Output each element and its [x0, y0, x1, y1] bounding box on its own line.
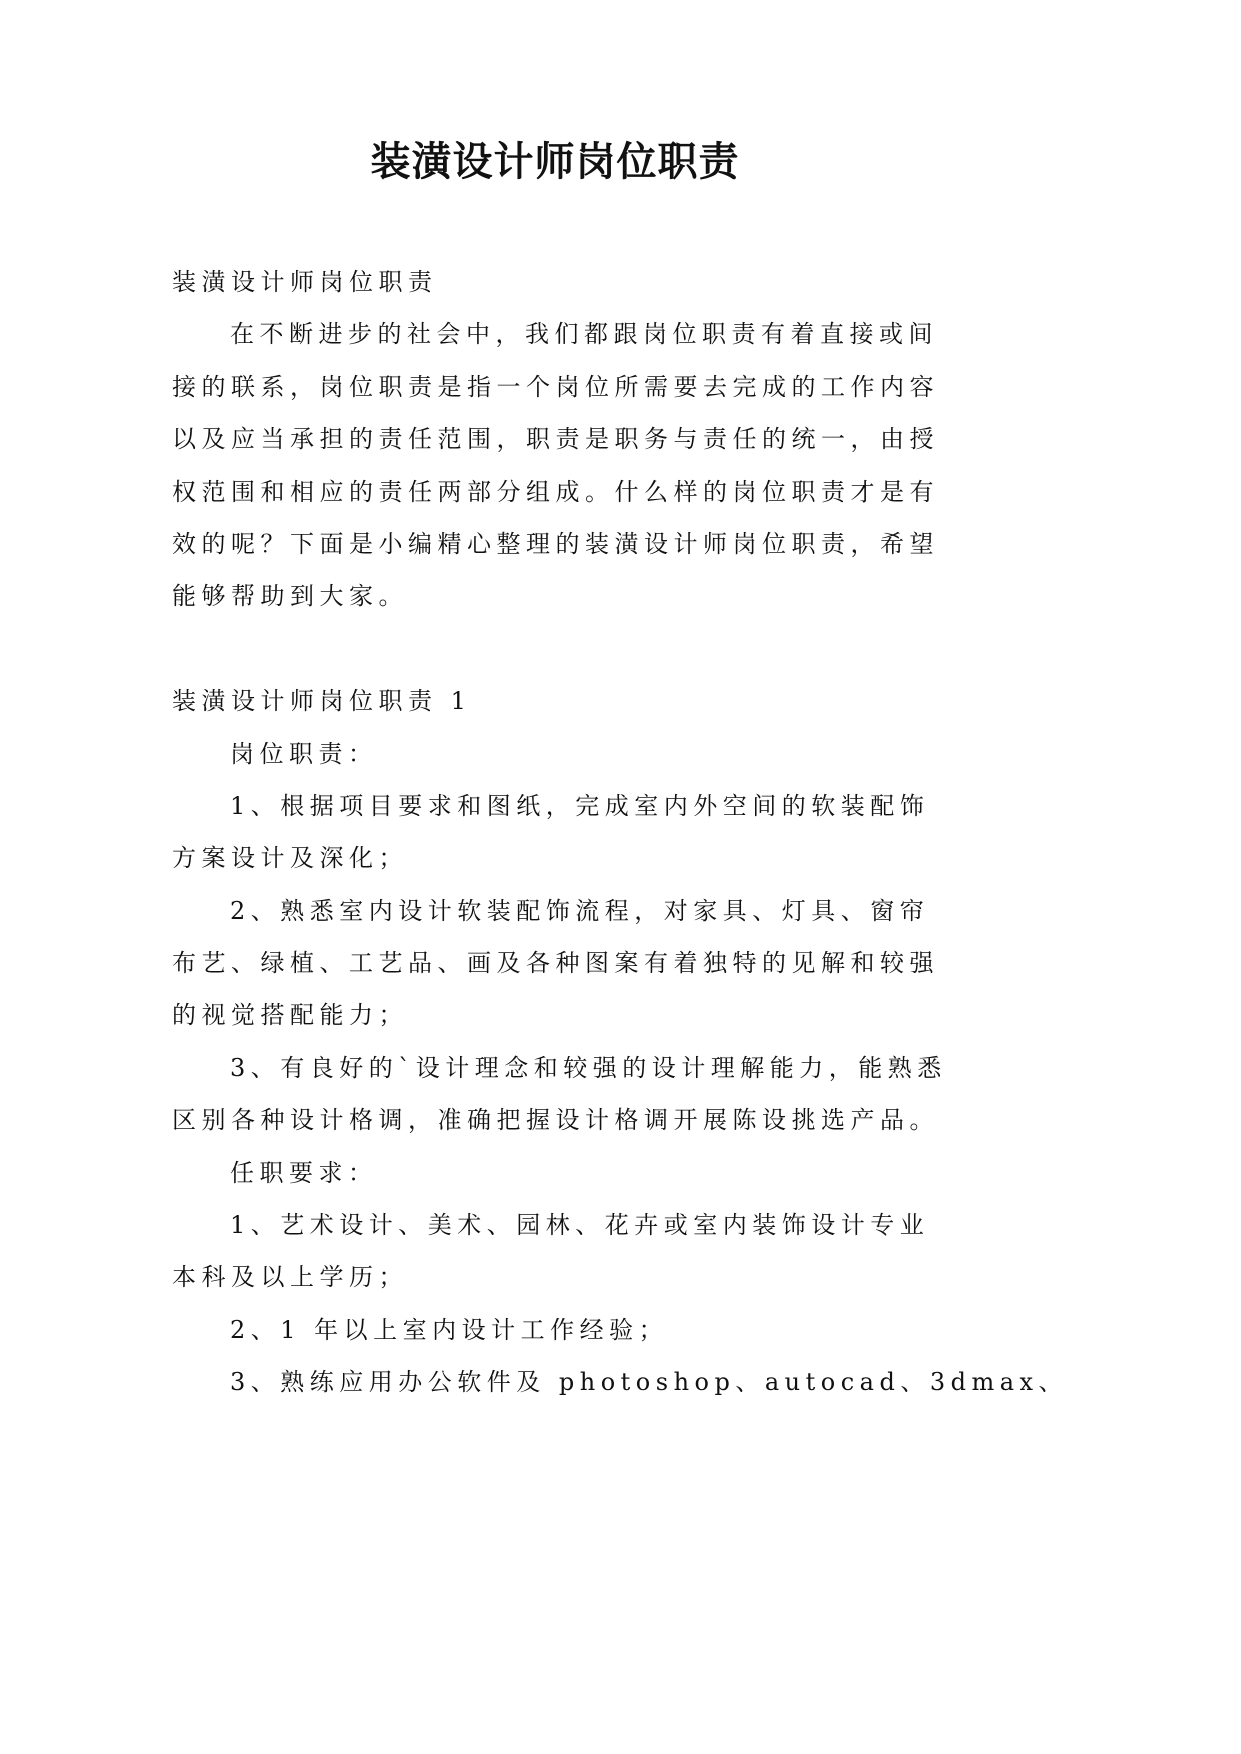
- paragraph-line: 接的联系，岗位职责是指一个岗位所需要去完成的工作内容: [172, 372, 939, 401]
- duty-item: [172, 780, 1072, 885]
- list-item-line: 3、熟练应用办公软件及 photoshop、autocad、3dmax、: [230, 1368, 1069, 1397]
- list-item-line: 2、1 年以上室内设计工作经验；: [230, 1315, 669, 1344]
- list-item-line: 1、根据项目要求和图纸，完成室内外空间的软装配饰: [230, 791, 930, 820]
- blank-line: [172, 623, 1072, 675]
- requirement-item: [172, 1199, 1072, 1304]
- intro-paragraph: [172, 308, 1072, 622]
- list-item-line: 本科及以上学历；: [172, 1263, 408, 1292]
- duty-item: [172, 885, 1072, 1042]
- requirement-item: [172, 1356, 1072, 1408]
- section-heading: 装潢设计师岗位职责 1: [172, 687, 472, 716]
- requirement-item: [172, 1304, 1072, 1356]
- paragraph-line: 效的呢？下面是小编精心整理的装潢设计师岗位职责，希望: [172, 529, 939, 558]
- list-item-line: 的视觉搭配能力；: [172, 1001, 408, 1030]
- paragraph-line: 权范围和相应的责任两部分组成。什么样的岗位职责才是有: [172, 477, 939, 506]
- page-title: 装潢设计师岗位职责: [370, 138, 740, 185]
- paragraph-line: 能够帮助到大家。: [172, 582, 408, 611]
- list-item-line: 区别各种设计格调，准确把握设计格调开展陈设挑选产品。: [172, 1106, 939, 1135]
- requirements-label: 任职要求：: [230, 1158, 378, 1187]
- duty-item: [172, 1042, 1072, 1147]
- list-item-line: 布艺、绿植、工艺品、画及各种图案有着独特的见解和较强: [172, 949, 939, 978]
- paragraph-line: 以及应当承担的责任范围，职责是职务与责任的统一，由授: [172, 425, 939, 454]
- list-item-line: 1、艺术设计、美术、园林、花卉或室内装饰设计专业: [230, 1211, 930, 1240]
- paragraph-line: 在不断进步的社会中，我们都跟岗位职责有着直接或间: [230, 320, 938, 349]
- document-body: [172, 256, 1072, 1409]
- section-heading: 装潢设计师岗位职责: [172, 268, 438, 296]
- list-item-line: 2、熟悉室内设计软装配饰流程，对家具、灯具、窗帘: [230, 896, 930, 925]
- list-item-line: 3、有良好的`设计理念和较强的设计理解能力，能熟悉: [230, 1053, 947, 1082]
- duties-label: 岗位职责：: [230, 739, 378, 768]
- list-item-line: 方案设计及深化；: [172, 844, 408, 873]
